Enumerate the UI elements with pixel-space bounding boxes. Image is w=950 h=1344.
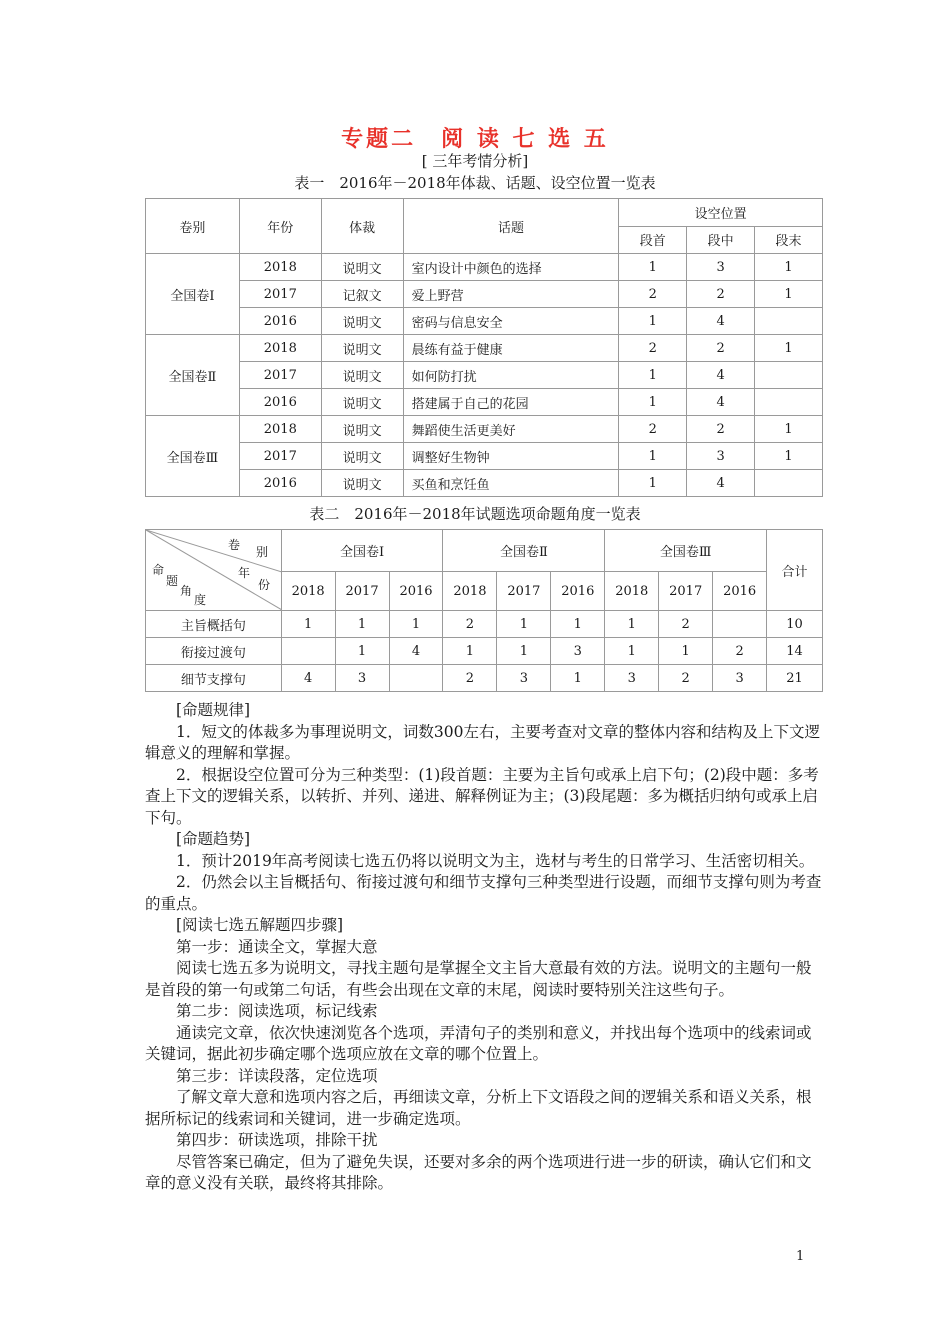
corner-label-bie: 别 xyxy=(256,545,269,559)
year-cell: 2016 xyxy=(239,470,321,497)
group-name: 全国卷Ⅲ xyxy=(146,416,240,497)
table-row xyxy=(146,254,823,281)
trend-heading: [命题趋势] xyxy=(176,830,251,848)
corner-label-ti: 题 xyxy=(166,574,179,588)
value-cell: 4 xyxy=(389,638,443,665)
table-row xyxy=(146,470,823,497)
corner-label-ming: 命 xyxy=(152,563,165,577)
topic-cell: 室内设计中颜色的选择 xyxy=(403,254,619,281)
end-cell: 1 xyxy=(755,254,823,281)
year-cell: 2016 xyxy=(239,389,321,416)
header-end: 段末 xyxy=(755,226,823,254)
topic-cell: 买鱼和烹饪鱼 xyxy=(403,470,619,497)
paper-header: 全国卷Ⅰ xyxy=(281,530,443,572)
genre-cell: 说明文 xyxy=(321,389,403,416)
topic-cell: 调整好生物钟 xyxy=(403,443,619,470)
header-mid: 段中 xyxy=(687,226,755,254)
topic-cell: 密码与信息安全 xyxy=(403,308,619,335)
year-cell: 2016 xyxy=(239,308,321,335)
topic-cell: 如何防打扰 xyxy=(403,362,619,389)
value-cell xyxy=(713,611,767,638)
table-row xyxy=(146,416,823,443)
table2-caption: 表二 2016年－2018年试题选项命题角度一览表 xyxy=(309,505,641,523)
year-header: 2016 xyxy=(389,572,443,611)
value-cell: 3 xyxy=(335,665,389,692)
value-cell: 2 xyxy=(443,611,497,638)
value-cell: 3 xyxy=(713,665,767,692)
year-cell: 2018 xyxy=(239,254,321,281)
mid-cell: 4 xyxy=(687,470,755,497)
mid-cell: 4 xyxy=(687,389,755,416)
value-cell: 1 xyxy=(335,611,389,638)
topic-cell: 爱上野营 xyxy=(403,281,619,308)
table-row xyxy=(146,308,823,335)
page-number: 1 xyxy=(796,1249,805,1264)
start-cell: 1 xyxy=(619,470,687,497)
mid-cell: 2 xyxy=(687,281,755,308)
year-header: 2016 xyxy=(713,572,767,611)
start-cell: 1 xyxy=(619,308,687,335)
end-cell xyxy=(755,362,823,389)
start-cell: 1 xyxy=(619,389,687,416)
end-cell xyxy=(755,308,823,335)
value-cell: 1 xyxy=(335,638,389,665)
corner-label-juan: 卷 xyxy=(228,538,241,552)
year-cell: 2017 xyxy=(239,443,321,470)
header-juan: 卷别 xyxy=(146,199,240,254)
genre-cell: 说明文 xyxy=(321,254,403,281)
genre-cell: 说明文 xyxy=(321,308,403,335)
rules-paragraph-2: 2．根据设空位置可分为三种类型：(1)段首题：主要为主旨句或承上启下句；(2)段中题：多考查上下文的逻辑关系，以转折、并列、递进、解释例证为主；(3)段尾题：多为概括归纳句或承上启下句。 xyxy=(145,765,819,827)
step1-text: 阅读七选五多为说明文，寻找主题句是掌握全文主旨大意最有效的方法。说明文的主题句一般是首段的第一句或第二句话，有些会出现在文章的末尾，阅读时要特别关注这些句子。 xyxy=(145,959,812,999)
corner-header xyxy=(146,530,282,611)
mid-cell: 2 xyxy=(687,416,755,443)
step2-text: 通读完文章，依次快速浏览各个选项，弄清句子的类别和意义，并找出每个选项中的线索词或关键词，据此初步确定哪个选项应放在文章的哪个位置上。 xyxy=(145,1023,812,1063)
paper-header: 全国卷Ⅱ xyxy=(443,530,605,572)
value-cell: 3 xyxy=(551,638,605,665)
step2-title: 第二步：阅读选项，标记线索 xyxy=(176,1002,378,1020)
page-title: 专题二 阅 读 七 选 五 xyxy=(341,126,609,152)
rules-paragraph-1: 1．短文的体裁多为事理说明文，词数300左右，主要考查对文章的整体内容和结构及上下文逻辑意义的理解和掌握。 xyxy=(145,722,820,762)
table-row xyxy=(146,611,823,638)
year-header: 2017 xyxy=(497,572,551,611)
mid-cell: 3 xyxy=(687,254,755,281)
total-cell: 10 xyxy=(767,611,823,638)
start-cell: 2 xyxy=(619,416,687,443)
end-cell xyxy=(755,470,823,497)
start-cell: 1 xyxy=(619,443,687,470)
header-position: 设空位置 xyxy=(619,199,823,227)
trend-paragraph-1: 1．预计2019年高考阅读七选五仍将以说明文为主，选材与考生的日常学习、生活密切相关。 xyxy=(176,851,815,870)
end-cell: 1 xyxy=(755,416,823,443)
value-cell xyxy=(389,665,443,692)
step3-text: 了解文章大意和选项内容之后，再细读文章，分析上下文语段之间的逻辑关系和语义关系，根据所标记的线索词和关键词，进一步确定选项。 xyxy=(145,1088,812,1128)
header-topic: 话题 xyxy=(403,199,619,254)
corner-label-du: 度 xyxy=(194,593,207,607)
steps-heading: [阅读七选五解题四步骤] xyxy=(176,916,344,934)
genre-cell: 说明文 xyxy=(321,335,403,362)
start-cell: 1 xyxy=(619,362,687,389)
header-year: 年份 xyxy=(239,199,321,254)
value-cell: 1 xyxy=(443,638,497,665)
value-cell: 1 xyxy=(281,611,335,638)
row-label: 主旨概括句 xyxy=(146,611,282,638)
end-cell: 1 xyxy=(755,335,823,362)
value-cell: 2 xyxy=(713,638,767,665)
group-name: 全国卷Ⅰ xyxy=(146,254,240,335)
table-row xyxy=(146,665,823,692)
end-cell: 1 xyxy=(755,443,823,470)
year-header: 2017 xyxy=(659,572,713,611)
year-cell: 2018 xyxy=(239,335,321,362)
value-cell: 1 xyxy=(497,611,551,638)
header-start: 段首 xyxy=(619,226,687,254)
total-cell: 14 xyxy=(767,638,823,665)
year-header: 2018 xyxy=(281,572,335,611)
table1-caption: 表一 2016年－2018年体裁、话题、设空位置一览表 xyxy=(294,174,656,192)
step1-title: 第一步：通读全文，掌握大意 xyxy=(176,937,378,956)
analysis-subtitle: [ 三年考情分析] xyxy=(421,152,529,170)
total-cell: 21 xyxy=(767,665,823,692)
year-header: 2016 xyxy=(551,572,605,611)
start-cell: 2 xyxy=(619,281,687,308)
mid-cell: 4 xyxy=(687,308,755,335)
topic-cell: 舞蹈使生活更美好 xyxy=(403,416,619,443)
value-cell: 1 xyxy=(551,665,605,692)
table-row xyxy=(146,281,823,308)
total-header: 合计 xyxy=(767,530,823,611)
paper-header: 全国卷Ⅲ xyxy=(605,530,767,572)
value-cell xyxy=(281,638,335,665)
row-label: 衔接过渡句 xyxy=(146,638,282,665)
mid-cell: 2 xyxy=(687,335,755,362)
year-header: 2018 xyxy=(443,572,497,611)
mid-cell: 3 xyxy=(687,443,755,470)
corner-diagonal-lines xyxy=(146,530,282,610)
table-row xyxy=(146,362,823,389)
genre-cell: 说明文 xyxy=(321,470,403,497)
corner-label-jiao: 角 xyxy=(180,584,193,598)
start-cell: 1 xyxy=(619,254,687,281)
value-cell: 1 xyxy=(605,638,659,665)
table-row xyxy=(146,443,823,470)
value-cell: 2 xyxy=(659,611,713,638)
corner-label-fen: 份 xyxy=(258,578,271,592)
value-cell: 1 xyxy=(551,611,605,638)
value-cell: 1 xyxy=(497,638,551,665)
end-cell: 1 xyxy=(755,281,823,308)
year-cell: 2017 xyxy=(239,362,321,389)
table1 xyxy=(145,198,823,497)
value-cell: 4 xyxy=(281,665,335,692)
value-cell: 3 xyxy=(497,665,551,692)
topic-cell: 搭建属于自己的花园 xyxy=(403,389,619,416)
header-genre: 体裁 xyxy=(321,199,403,254)
step4-title: 第四步：研读选项，排除干扰 xyxy=(176,1131,378,1149)
table-row xyxy=(146,389,823,416)
genre-cell: 记叙文 xyxy=(321,281,403,308)
value-cell: 1 xyxy=(389,611,443,638)
genre-cell: 说明文 xyxy=(321,362,403,389)
table-row xyxy=(146,638,823,665)
start-cell: 2 xyxy=(619,335,687,362)
value-cell: 3 xyxy=(605,665,659,692)
value-cell: 1 xyxy=(659,638,713,665)
corner-label-nian: 年 xyxy=(238,566,251,580)
genre-cell: 说明文 xyxy=(321,416,403,443)
step4-text: 尽管答案已确定，但为了避免失误，还要对多余的两个选项进行进一步的研读，确认它们和文章的意义没有关联，最终将其排除。 xyxy=(145,1152,812,1192)
value-cell: 1 xyxy=(605,611,659,638)
step3-title: 第三步：详读段落，定位选项 xyxy=(176,1066,378,1085)
topic-cell: 晨练有益于健康 xyxy=(403,335,619,362)
rules-heading: [命题规律] xyxy=(176,701,251,719)
group-name: 全国卷Ⅱ xyxy=(146,335,240,416)
end-cell xyxy=(755,389,823,416)
value-cell: 2 xyxy=(443,665,497,692)
body-text xyxy=(145,700,825,1195)
table-row xyxy=(146,335,823,362)
year-cell: 2017 xyxy=(239,281,321,308)
mid-cell: 4 xyxy=(687,362,755,389)
genre-cell: 说明文 xyxy=(321,443,403,470)
value-cell: 2 xyxy=(659,665,713,692)
year-header: 2018 xyxy=(605,572,659,611)
year-header: 2017 xyxy=(335,572,389,611)
year-cell: 2018 xyxy=(239,416,321,443)
row-label: 细节支撑句 xyxy=(146,665,282,692)
table2 xyxy=(145,529,823,692)
trend-paragraph-2: 2．仍然会以主旨概括句、衔接过渡句和细节支撑句三种类型进行设题，而细节支撑句则为考查的重点。 xyxy=(145,873,822,913)
